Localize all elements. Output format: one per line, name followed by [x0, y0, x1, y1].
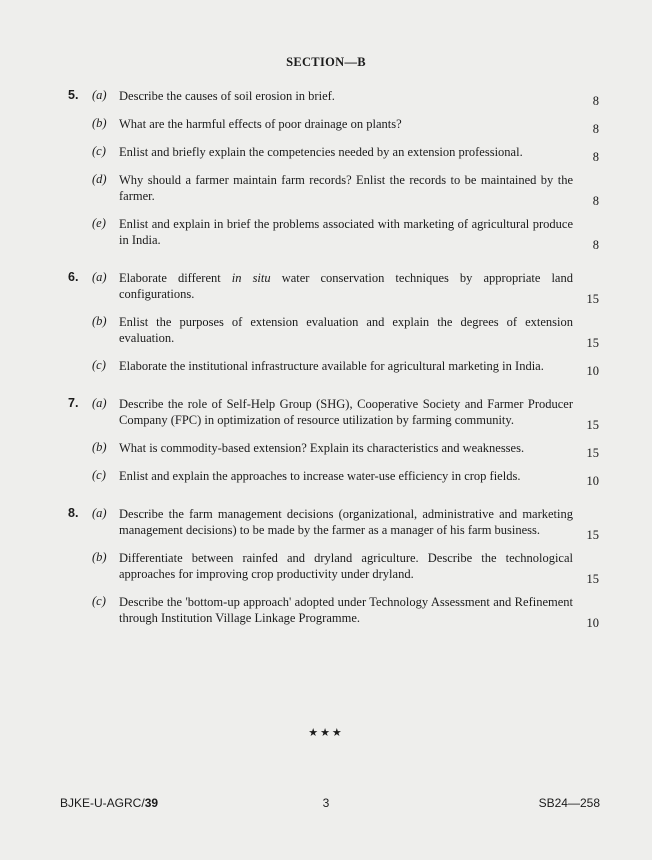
question-part — [0, 172, 652, 208]
part-label: (a) — [92, 270, 107, 284]
question-number: 6. — [68, 270, 79, 284]
part-label: (c) — [92, 358, 106, 372]
paper-code-number: 39 — [144, 796, 159, 810]
part-label: (b) — [92, 314, 107, 328]
part-label: (a) — [92, 396, 107, 410]
question-part — [0, 270, 652, 306]
question-text: Describe the role of Self-Help Group (SHG), Cooperative Society and Farmer Producer Company (FPC) in optimization of resource utilization by farming community. — [119, 397, 573, 427]
page-number: 3 — [322, 796, 330, 810]
marks: 15 — [586, 572, 599, 586]
questions-list — [0, 88, 652, 630]
question-part — [0, 314, 652, 350]
marks: 15 — [586, 292, 599, 306]
marks: 8 — [592, 122, 599, 136]
marks: 8 — [592, 150, 599, 164]
part-label: (c) — [92, 144, 106, 158]
marks: 15 — [586, 446, 599, 460]
question-part — [0, 216, 652, 252]
part-label: (b) — [92, 440, 107, 454]
marks: 10 — [586, 474, 599, 488]
question-7 — [0, 396, 652, 488]
part-label: (c) — [92, 594, 106, 608]
end-marker: ★★★ — [308, 727, 344, 739]
question-part — [0, 550, 652, 586]
question-part — [0, 88, 652, 108]
question-text: What are the harmful effects of poor drainage on plants? — [119, 117, 402, 131]
part-label: (d) — [92, 172, 107, 186]
question-text-end: water conservation techniques by appropriate land configurations. — [119, 271, 573, 301]
part-label: (c) — [92, 468, 106, 482]
marks: 8 — [592, 194, 599, 208]
question-part — [0, 594, 652, 630]
question-number: 5. — [68, 88, 79, 102]
question-number: 7. — [68, 396, 79, 410]
question-text-italic: in situ — [231, 271, 271, 285]
marks: 8 — [592, 238, 599, 252]
marks: 15 — [586, 418, 599, 432]
question-text: Differentiate between rainfed and dryland agriculture. Describe the technological approaches for improving crop productivity under dryland. — [119, 551, 573, 581]
question-5 — [0, 88, 652, 252]
question-text: Enlist and briefly explain the competencies needed by an extension professional. — [119, 145, 523, 159]
question-part — [0, 506, 652, 542]
question-part — [0, 116, 652, 136]
question-text: Describe the causes of soil erosion in brief. — [119, 89, 335, 103]
part-label: (e) — [92, 216, 106, 230]
question-part — [0, 396, 652, 432]
question-number: 8. — [68, 506, 79, 520]
question-text: What is commodity-based extension? Explain its characteristics and weaknesses. — [119, 441, 525, 455]
part-label: (a) — [92, 88, 107, 102]
question-8 — [0, 506, 652, 630]
question-part — [0, 144, 652, 164]
question-text: Describe the farm management decisions (organizational, administrative and marketing management decisions) to be made by the farmer as a manager of his farm business. — [119, 507, 573, 537]
question-text: Enlist and explain in brief the problems associated with marketing of agricultural produce in India. — [119, 217, 573, 247]
question-text-start: Elaborate different — [119, 271, 232, 285]
question-text: Describe the 'bottom-up approach' adopted under Technology Assessment and Refinement through Institution Village Linkage Programme. — [119, 595, 573, 625]
question-text: Enlist and explain the approaches to increase water-use efficiency in crop fields. — [119, 469, 521, 483]
paper-code-prefix: BJKE-U-AGRC/ — [60, 796, 145, 810]
question-part — [0, 440, 652, 460]
question-text — [119, 270, 573, 302]
question-6 — [0, 270, 652, 378]
part-label: (b) — [92, 550, 107, 564]
question-text: Why should a farmer maintain farm records? Enlist the records to be maintained by the farmer. — [119, 173, 573, 203]
question-text: Enlist the purposes of extension evaluation and explain the degrees of extension evaluation. — [119, 315, 573, 345]
part-label: (b) — [92, 116, 107, 130]
question-part — [0, 468, 652, 488]
question-part — [0, 358, 652, 378]
section-title: SECTION—B — [286, 55, 366, 69]
serial-number: SB24—258 — [538, 796, 600, 810]
marks: 8 — [592, 94, 599, 108]
marks: 10 — [586, 616, 599, 630]
part-label: (a) — [92, 506, 107, 520]
marks: 15 — [586, 528, 599, 542]
question-text: Elaborate the institutional infrastructure available for agricultural marketing in India. — [119, 359, 544, 373]
marks: 10 — [586, 364, 599, 378]
marks: 15 — [586, 336, 599, 350]
